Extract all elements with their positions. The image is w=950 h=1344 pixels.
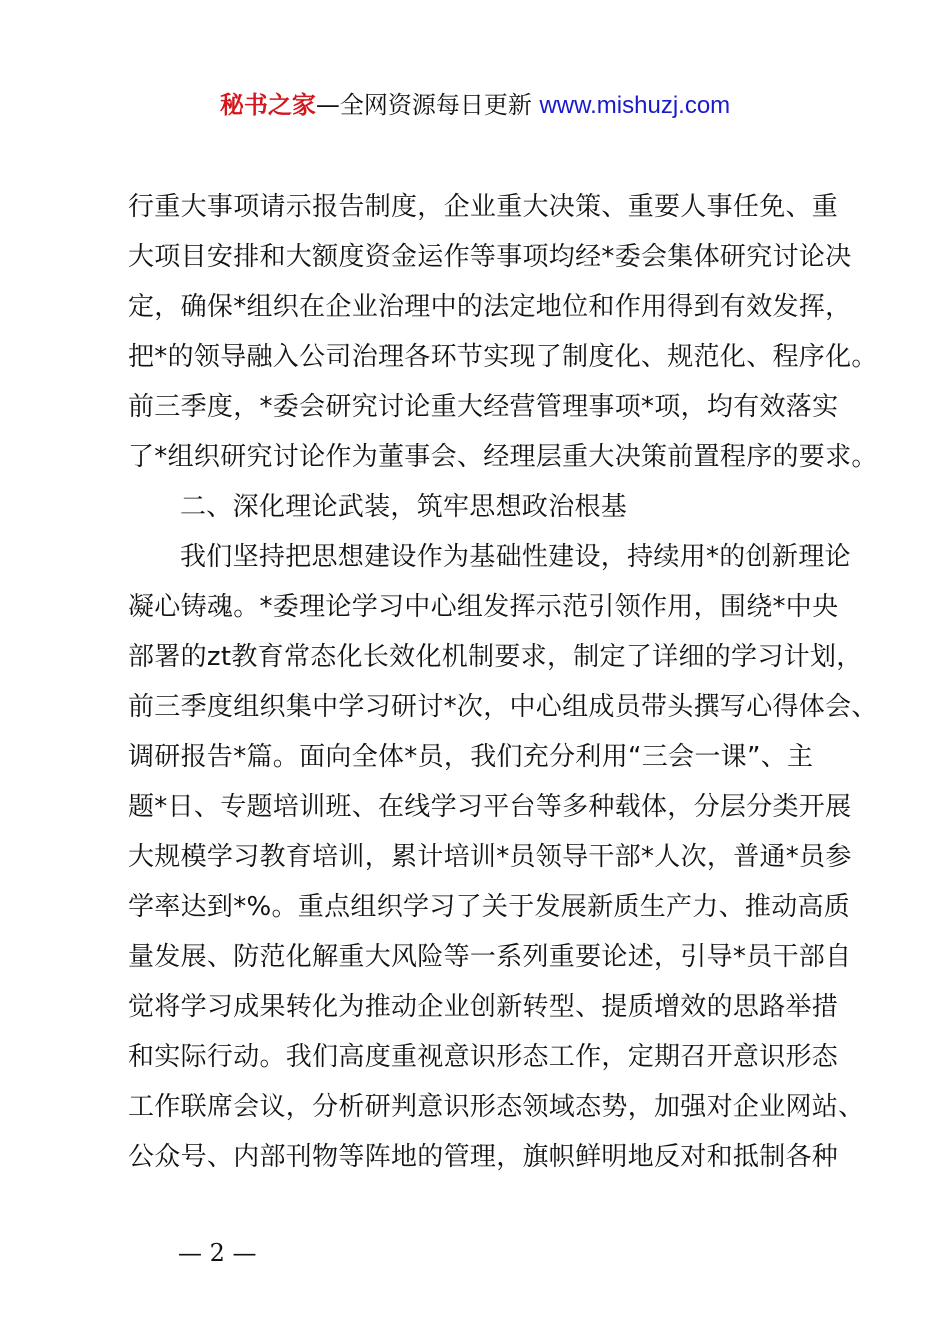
body-line: 和实际行动。我们高度重视意识形态工作，定期召开意识形态 [128,1042,839,1072]
brand-name: 秘书之家 [219,91,316,119]
body-line: 大项目安排和大额度资金运作等事项均经*委会集体研究讨论决 [128,242,852,272]
body-line: 行重大事项请示报告制度，企业重大决策、重要人事任免、重 [128,192,839,222]
document-body [128,182,878,1182]
body-line: 大规模学习教育培训，累计培训*员领导干部*人次，普通*员参 [128,842,852,872]
body-line: 部署的zt教育常态化长效化机制要求，制定了详细的学习计划， [128,642,863,672]
body-line: 学率达到*%。重点组织学习了关于发展新质生产力、推动高质 [128,892,851,922]
body-line: 我们坚持把思想建设作为基础性建设，持续用*的创新理论 [180,542,851,572]
header-tagline: —全网资源每日更新 [315,91,540,119]
body-line: 题*日、专题培训班、在线学习平台等多种载体，分层分类开展 [128,792,852,822]
body-line: 觉将学习成果转化为推动企业创新转型、提质增效的思路举措 [128,992,839,1022]
site-url-link[interactable]: www.mishuzj.com [539,92,731,119]
page-number: — 2 — [178,1239,257,1267]
body-line: 量发展、防范化解重大风险等一系列重要论述，引导*员干部自 [128,942,852,972]
body-line: 前三季度组织集中学习研讨*次，中心组成员带头撰写心得体会、 [128,692,878,722]
body-line: 调研报告*篇。面向全体*员，我们充分利用“三会一课”、主 [128,742,814,772]
body-line: 公众号、内部刊物等阵地的管理，旗帜鲜明地反对和抵制各种 [128,1142,839,1172]
body-line: 把*的领导融入公司治理各环节实现了制度化、规范化、程序化。 [128,342,878,372]
page-header [0,88,950,123]
body-line: 工作联席会议，分析研判意识形态领域态势，加强对企业网站、 [128,1092,865,1122]
body-line: 凝心铸魂。*委理论学习中心组发挥示范引领作用，围绕*中央 [128,592,839,622]
body-line: 了*组织研究讨论作为董事会、经理层重大决策前置程序的要求。 [128,442,878,472]
body-line: 前三季度，*委会研究讨论重大经营管理事项*项，均有效落实 [128,392,839,422]
body-line: 定，确保*组织在企业治理中的法定地位和作用得到有效发挥， [128,292,852,322]
section-heading: 二、深化理论武装，筑牢思想政治根基 [180,492,628,522]
